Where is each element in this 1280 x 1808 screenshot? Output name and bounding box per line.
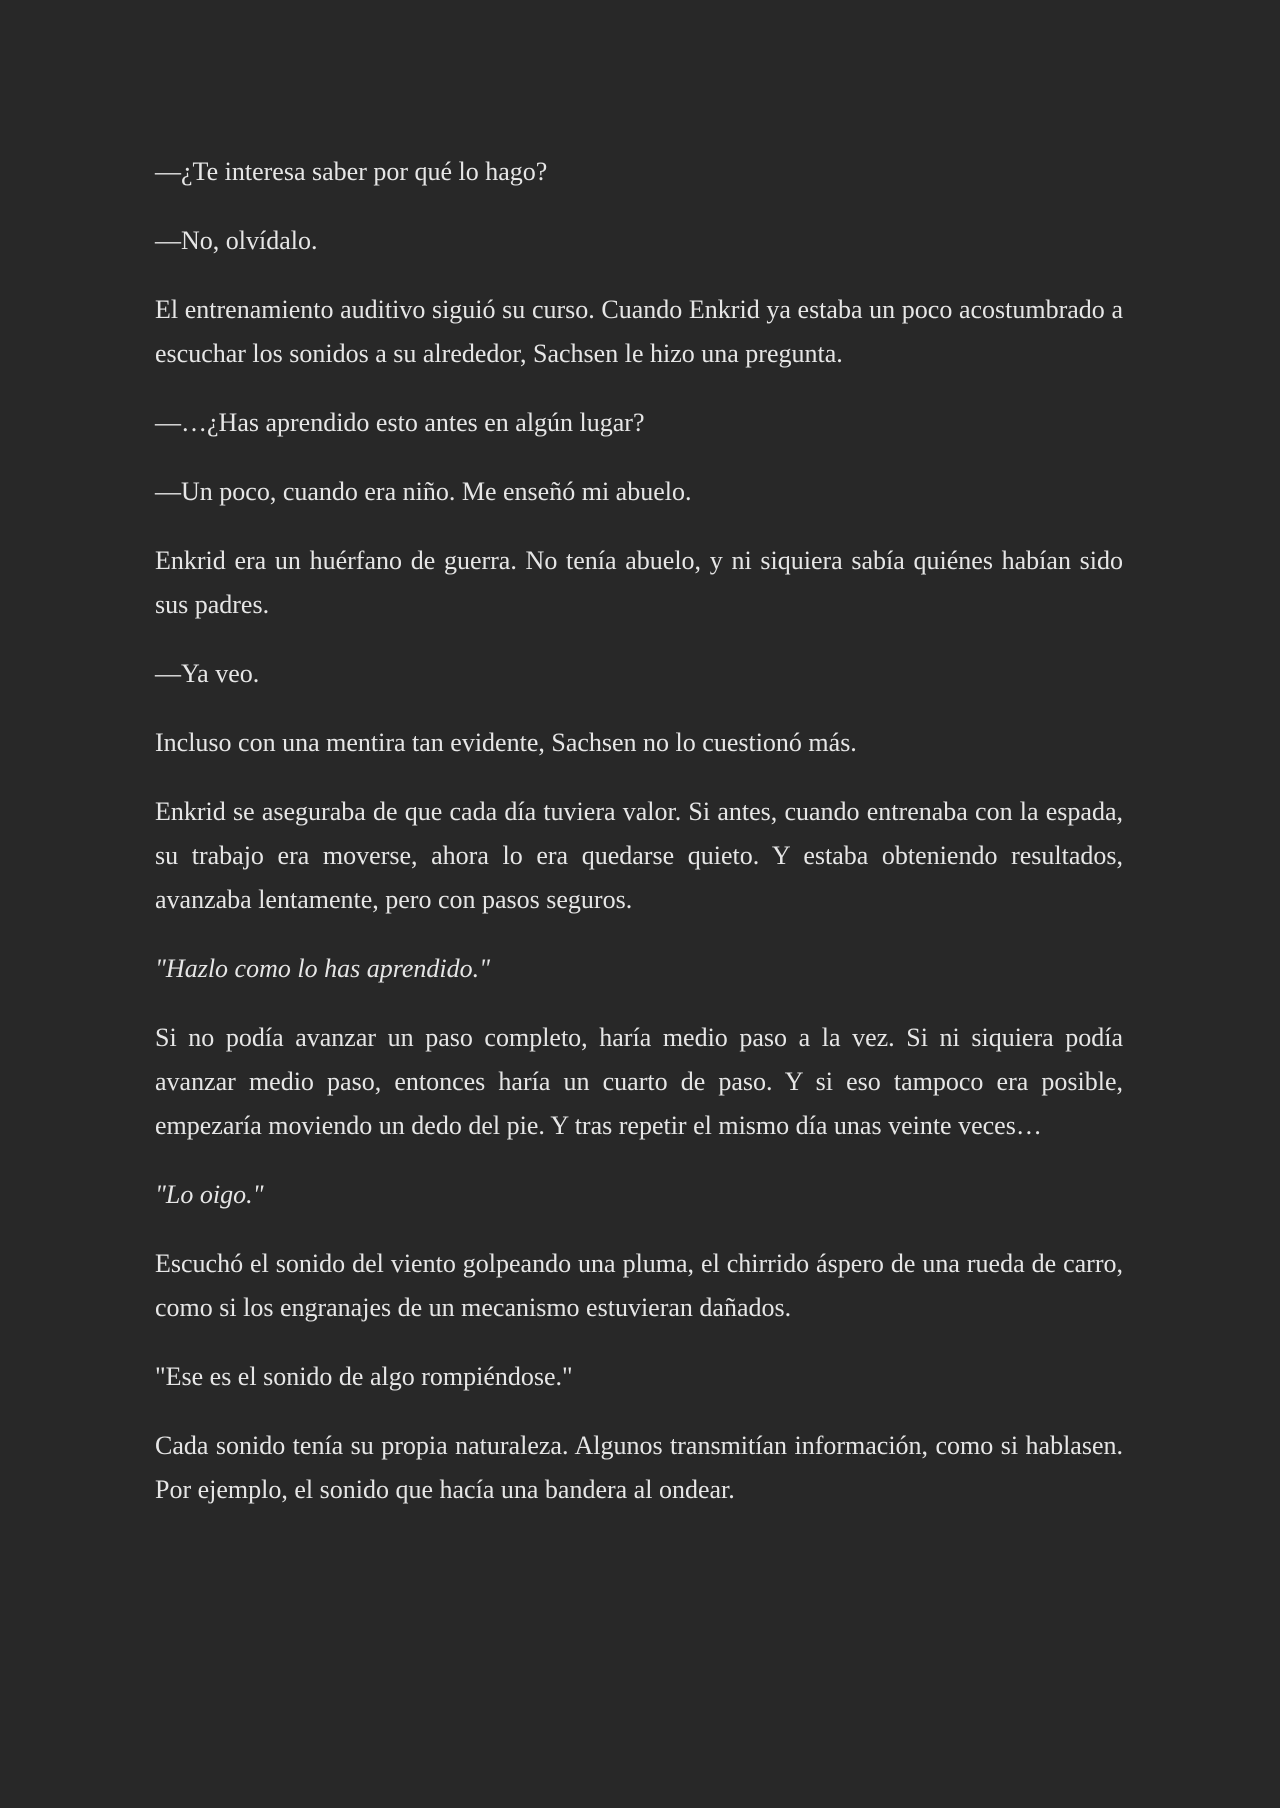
quoted-line: "Ese es el sonido de algo rompiéndose."	[155, 1362, 573, 1391]
dialogue-line: —…¿Has aprendido esto antes en algún lugar?	[155, 408, 645, 437]
narrative-paragraph: Cada sonido tenía su propia naturaleza. Algunos transmitían información, como si hablasen. Por ejemplo, el sonido que hacía una bandera al ondear.	[155, 1431, 1123, 1504]
narrative-paragraph: Si no podía avanzar un paso completo, haría medio paso a la vez. Si ni siquiera podía avanzar medio paso, entonces haría un cuarto de paso. Y si eso tampoco era posible, empezaría moviendo un dedo del pie. Y tras repetir el mismo día unas veinte veces…	[155, 1023, 1123, 1140]
narrative-paragraph: Enkrid se aseguraba de que cada día tuviera valor. Si antes, cuando entrenaba con la espada, su trabajo era moverse, ahora lo era quedarse quieto. Y estaba obteniendo resultados, avanzaba lentamente, pero con pasos seguros.	[155, 797, 1123, 914]
dialogue-line: —Un poco, cuando era niño. Me enseñó mi abuelo.	[155, 477, 692, 506]
thought-line: "Hazlo como lo has aprendido."	[155, 954, 491, 983]
dialogue-line: —Ya veo.	[155, 659, 260, 688]
reader-page	[155, 150, 1123, 1537]
narrative-paragraph: Incluso con una mentira tan evidente, Sachsen no lo cuestionó más.	[155, 728, 857, 757]
dialogue-line: —¿Te interesa saber por qué lo hago?	[155, 157, 548, 186]
narrative-paragraph: Enkrid era un huérfano de guerra. No tenía abuelo, y ni siquiera sabía quiénes habían sido sus padres.	[155, 546, 1123, 619]
narrative-paragraph: El entrenamiento auditivo siguió su curso. Cuando Enkrid ya estaba un poco acostumbrado a escuchar los sonidos a su alrededor, Sachsen le hizo una pregunta.	[155, 295, 1123, 368]
thought-line: "Lo oigo."	[155, 1180, 264, 1209]
dialogue-line: —No, olvídalo.	[155, 226, 318, 255]
narrative-paragraph: Escuchó el sonido del viento golpeando una pluma, el chirrido áspero de una rueda de carro, como si los engranajes de un mecanismo estuvieran dañados.	[155, 1249, 1123, 1322]
